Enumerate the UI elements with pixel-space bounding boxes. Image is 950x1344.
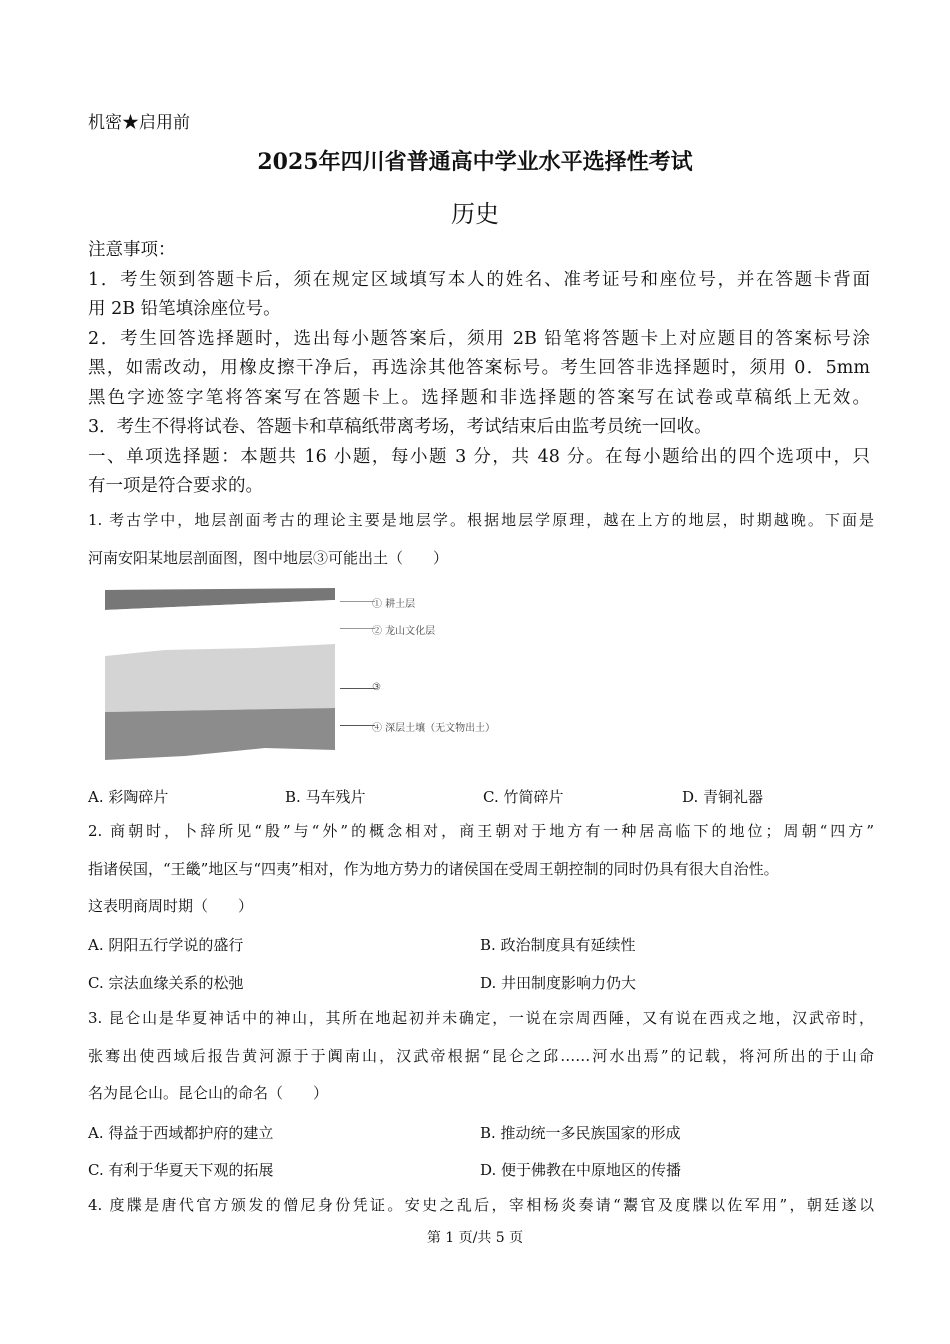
notice-line: 1．考生领到答题卡后，须在规定区域填写本人的姓名、准考证号和座位号，并在答题卡背面 <box>88 269 870 290</box>
question-line: 2. 商朝时，卜辞所见“殷”与“外”的概念相对，商王朝对于地方有一种居高临下的地位；周朝“四方” <box>88 822 874 840</box>
strata-diagram <box>105 588 335 760</box>
question-line: 指诸侯国，“王畿”地区与“四夷”相对，作为地方势力的诸侯国在受周王朝控制的同时仍具有很大自治性。 <box>88 859 779 878</box>
option-b[interactable]: B. 政治制度具有延续性 <box>480 936 636 954</box>
question-1 <box>88 502 874 577</box>
exam-subject: 历史 <box>451 200 499 228</box>
option-c[interactable]: C. 有利于华夏天下观的拓展 <box>88 1161 274 1179</box>
option-b[interactable]: B. 推动统一多民族国家的形成 <box>480 1124 681 1142</box>
notice-line: 黑，如需改动，用橡皮擦干净后，再选涂其他答案标号。考生回答非选择题时，须用 0．5mm <box>88 358 870 378</box>
option-a[interactable]: A. 阴阳五行学说的盛行 <box>88 936 244 954</box>
notice-line: 3．考生不得将试卷、答题卡和草稿纸带离考场，考试结束后由监考员统一回收。 <box>88 417 712 437</box>
question-2 <box>88 813 874 926</box>
notice-heading: 注意事项： <box>88 240 176 260</box>
layer-4 <box>105 708 335 760</box>
notice-line: 2．考生回答选择题时，选出每小题答案后，须用 2B 铅笔将答题卡上对应题目的答案标号涂 <box>88 328 870 349</box>
figure-label: ② 龙山文化层 <box>372 626 436 637</box>
option-d[interactable]: D. 井田制度影响力仍大 <box>480 974 637 992</box>
layer-3 <box>105 644 335 712</box>
confidential-mark: 机密★启用前 <box>88 113 190 133</box>
question-3 <box>88 1000 874 1113</box>
option-b[interactable]: B. 马车残片 <box>285 788 366 806</box>
figure-label: ① 耕土层 <box>372 599 416 610</box>
option-a[interactable]: A. 彩陶碎片 <box>88 788 169 806</box>
option-d[interactable]: D. 青铜礼器 <box>682 788 764 806</box>
question-line: 这表明商周时期（ ） <box>88 897 254 915</box>
option-d[interactable]: D. 便于佛教在中原地区的传播 <box>480 1161 682 1179</box>
question-line: 张骞出使西域后报告黄河源于于阗南山，汉武帝根据“昆仑之邱……河水出焉”的记载，将河所出的于山命 <box>88 1046 874 1065</box>
question-line: 河南安阳某地层剖面图，图中地层③可能出土（ ） <box>88 548 449 567</box>
option-c[interactable]: C. 宗法血缘关系的松弛 <box>88 974 244 992</box>
notice-line: 有一项是符合要求的。 <box>88 476 263 496</box>
notice-line: 一、单项选择题：本题共 16 小题，每小题 3 分，共 48 分。在每小题给出的四个选项中，只 <box>88 446 870 467</box>
question-4 <box>88 1187 874 1225</box>
question-line: 4. 度牒是唐代官方颁发的僧尼身份凭证。安史之乱后，宰相杨炎奏请“鬻官及度牒以佐军用”，朝廷遂以 <box>88 1196 874 1214</box>
page-number: 第 1 页/共 5 页 <box>426 1230 524 1246</box>
option-a[interactable]: A. 得益于西域都护府的建立 <box>88 1124 274 1142</box>
figure-label: ④ 深层土壤（无文物出土） <box>372 723 496 734</box>
figure-label: ③ <box>372 682 381 693</box>
question-line: 3. 昆仑山是华夏神话中的神山，其所在地起初并未确定，一说在宗周西陲，又有说在西戎之地，汉武帝时， <box>88 1009 874 1027</box>
exam-title: 2025年四川省普通高中学业水平选择性考试 <box>257 149 693 175</box>
question-line: 名为昆仑山。昆仑山的命名（ ） <box>88 1084 329 1102</box>
notice-line: 黑色字迹签字笔将答案写在答题卡上。选择题和非选择题的答案写在试卷或草稿纸上无效。 <box>88 387 870 408</box>
question-line: 1. 考古学中，地层剖面考古的理论主要是地层学。根据地层学原理，越在上方的地层，时期越晚。下面是 <box>88 511 874 529</box>
option-c[interactable]: C. 竹简碎片 <box>483 788 564 806</box>
notice-section <box>88 236 870 502</box>
notice-line: 用 2B 铅笔填涂座位号。 <box>88 299 281 319</box>
stratigraphy-figure <box>105 588 335 760</box>
